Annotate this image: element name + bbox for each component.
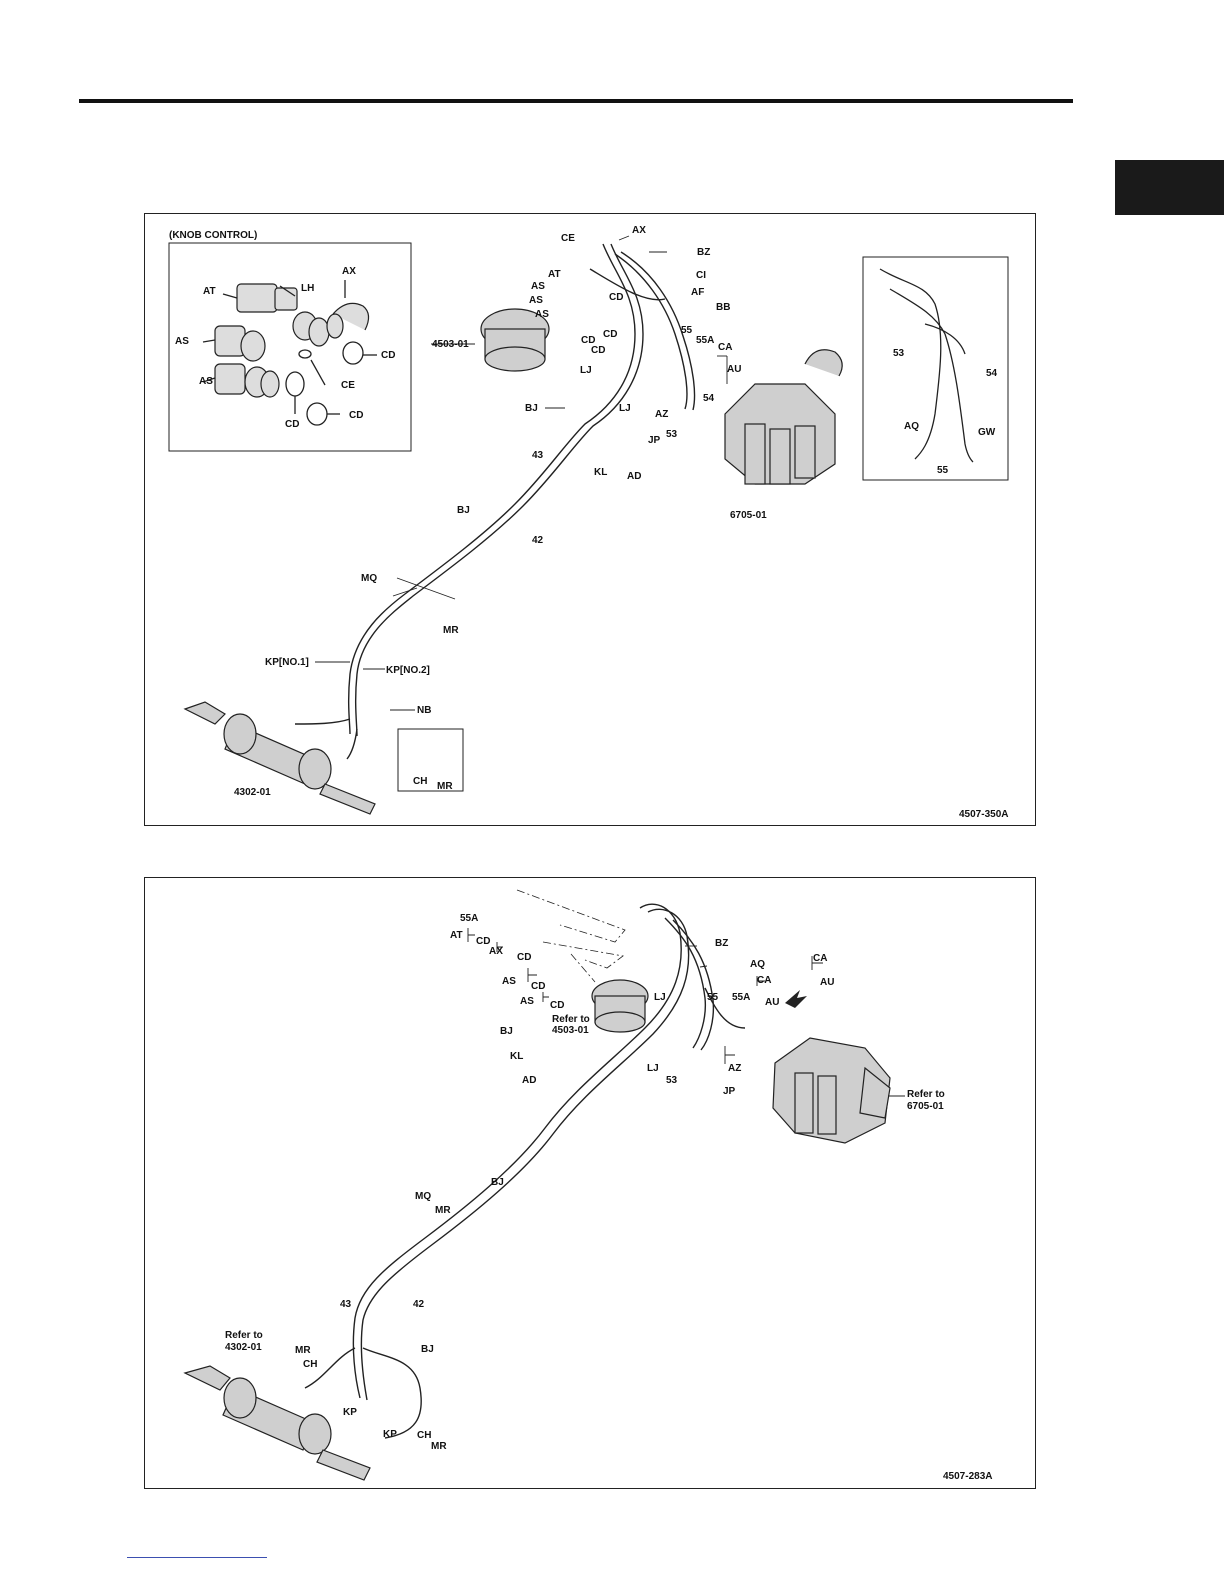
callout-ax: AX <box>632 225 646 236</box>
callout-jp: JP <box>648 435 661 446</box>
callout-at: AT <box>548 269 561 280</box>
callout-bj: BJ <box>525 403 538 414</box>
callout-lj: LJ <box>647 1063 659 1074</box>
callout-4302-01: 4302-01 <box>234 787 271 798</box>
callout-kp: KP <box>343 1407 357 1418</box>
callout-refer-to: Refer to <box>552 1014 590 1025</box>
callout-mr: MR <box>443 625 459 636</box>
callout-mq: MQ <box>361 573 378 584</box>
callout-bj: BJ <box>491 1177 504 1188</box>
callout-lj: LJ <box>580 365 592 376</box>
callout-kl: KL <box>594 467 608 478</box>
callout-mr: MR <box>431 1441 447 1452</box>
callout-42: 42 <box>413 1299 425 1310</box>
callout-55a: 55A <box>696 335 715 346</box>
callout-cd: CD <box>609 292 624 303</box>
callout-at: AT <box>203 286 216 297</box>
callout-ca: CA <box>757 975 772 986</box>
callout-mr: MR <box>295 1345 311 1356</box>
callout-cd: CD <box>349 410 364 421</box>
callout-cd: CD <box>381 350 396 361</box>
callout-ad: AD <box>627 471 642 482</box>
callout-55: 55 <box>937 465 949 476</box>
callout-aq: AQ <box>750 959 765 970</box>
footer-link-rule <box>127 1557 267 1558</box>
callout-6705-01: 6705-01 <box>730 510 767 521</box>
callout-ca: CA <box>813 953 828 964</box>
callout-af: AF <box>691 287 705 298</box>
callout-55a: 55A <box>732 992 751 1003</box>
callout-az: AZ <box>655 409 669 420</box>
callout-kp-no1: KP[NO.1] <box>265 657 309 668</box>
callout-54: 54 <box>703 393 715 404</box>
callout-refer-to: Refer to <box>225 1330 263 1341</box>
callout-bj: BJ <box>500 1026 513 1037</box>
callout-cd: CD <box>285 419 300 430</box>
callout-54: 54 <box>986 368 998 379</box>
callout-cd: CD <box>531 981 546 992</box>
callout-lj: LJ <box>654 992 666 1003</box>
callout-au: AU <box>765 997 780 1008</box>
callout-ad: AD <box>522 1075 537 1086</box>
callout-as: AS <box>520 996 534 1007</box>
callout-mr: MR <box>437 781 453 792</box>
callout-ch: CH <box>303 1359 318 1370</box>
callout-bb: BB <box>716 302 731 313</box>
callout-4503-01: 4503-01 <box>552 1025 589 1036</box>
callout-cd: CD <box>550 1000 565 1011</box>
callout-kp: KP <box>383 1429 397 1440</box>
callout-ax: AX <box>489 946 503 957</box>
diagram-panel-knob-control <box>144 213 1036 826</box>
callout-as: AS <box>175 336 189 347</box>
callout-4503-01: 4503-01 <box>432 339 469 350</box>
callout-ch: CH <box>413 776 428 787</box>
callout-au: AU <box>727 364 742 375</box>
callout-bz: BZ <box>715 938 729 949</box>
callout-az: AZ <box>728 1063 742 1074</box>
callout-kl: KL <box>510 1051 524 1062</box>
callout-as: AS <box>531 281 545 292</box>
callout-43: 43 <box>532 450 544 461</box>
callout-nb: NB <box>417 705 432 716</box>
callout-ax: AX <box>342 266 356 277</box>
figure-id: 4507-283A <box>943 1471 993 1482</box>
callout-as: AS <box>199 376 213 387</box>
callout-mq: MQ <box>415 1191 432 1202</box>
callout-mr: MR <box>435 1205 451 1216</box>
diagram-drawing <box>145 214 1037 827</box>
callout-43: 43 <box>340 1299 352 1310</box>
callout-ch: CH <box>417 1430 432 1441</box>
clamp-inset-frame <box>398 729 463 791</box>
callout-cd: CD <box>591 345 606 356</box>
callout-cd: CD <box>517 952 532 963</box>
callout-as: AS <box>502 976 516 987</box>
callout-6705-01: 6705-01 <box>907 1101 944 1112</box>
section-tab <box>1115 160 1224 215</box>
callout-bz: BZ <box>697 247 711 258</box>
callout-53: 53 <box>666 1075 678 1086</box>
callout-aq: AQ <box>904 421 919 432</box>
callout-ce: CE <box>341 380 355 391</box>
callout-as: AS <box>535 309 549 320</box>
figure-id: 4507-350A <box>959 809 1009 820</box>
header-rule <box>79 99 1073 103</box>
callout-4302-01: 4302-01 <box>225 1342 262 1353</box>
callout-ca: CA <box>718 342 733 353</box>
callout-as: AS <box>529 295 543 306</box>
callout-jp: JP <box>723 1086 736 1097</box>
callout-refer-to: Refer to <box>907 1089 945 1100</box>
callout-gw: GW <box>978 427 996 438</box>
callout-au: AU <box>820 977 835 988</box>
callout-ce: CE <box>561 233 575 244</box>
callout-kp-no2: KP[NO.2] <box>386 665 430 676</box>
diagram-panel-lever-control <box>144 877 1036 1489</box>
callout-cd: CD <box>581 335 596 346</box>
callout-53: 53 <box>666 429 678 440</box>
callout-ci: CI <box>696 270 706 281</box>
callout-at: AT <box>450 930 463 941</box>
knob-control-title: (KNOB CONTROL) <box>169 230 258 241</box>
callout-cd: CD <box>476 936 491 947</box>
callout-lj: LJ <box>619 403 631 414</box>
callout-lh: LH <box>301 283 315 294</box>
callout-55: 55 <box>707 992 719 1003</box>
callout-bj: BJ <box>457 505 470 516</box>
callout-cd: CD <box>603 329 618 340</box>
callout-55: 55 <box>681 325 693 336</box>
callout-55a: 55A <box>460 913 479 924</box>
callout-53: 53 <box>893 348 905 359</box>
diagram-drawing <box>145 878 1037 1490</box>
callout-42: 42 <box>532 535 544 546</box>
callout-bj: BJ <box>421 1344 434 1355</box>
